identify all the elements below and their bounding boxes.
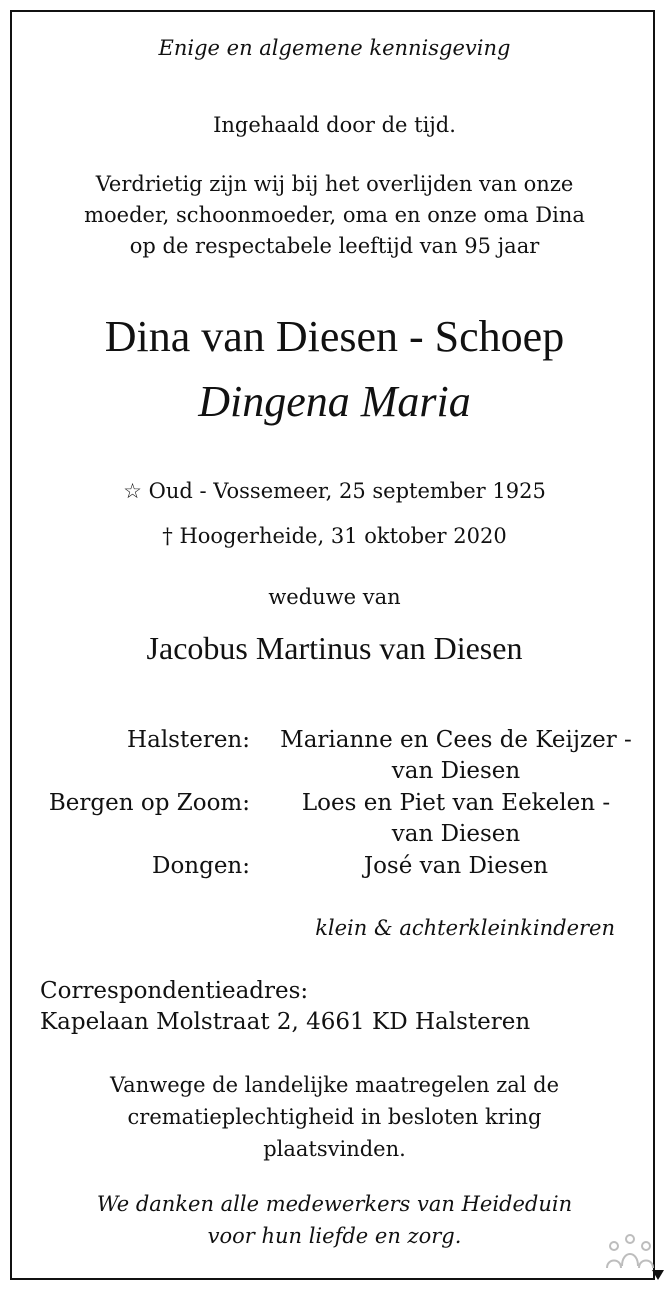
motto: Ingehaald door de tijd.: [213, 113, 456, 137]
family-member: José van Diesen: [363, 853, 549, 879]
family-member: Marianne en Cees de Keijzer -: [280, 727, 632, 753]
family-member: van Diesen: [391, 758, 521, 784]
notice-line-2: crematieplechtigheid in besloten kring: [127, 1105, 542, 1129]
deceased-given-names: Dingena Maria: [198, 377, 471, 426]
family-member: Loes en Piet van Eekelen -: [301, 790, 611, 816]
correspondence-label: Correspondentieadres:: [40, 978, 309, 1004]
widow-of-label: weduwe van: [268, 585, 401, 609]
birth-line: ☆ Oud - Vossemeer, 25 september 1925: [123, 479, 546, 503]
death-line: † Hoogerheide, 31 oktober 2020: [162, 524, 507, 548]
intro-line-2: moeder, schoonmoeder, oma en onze oma Dina: [84, 203, 585, 227]
notice-line-3: plaatsvinden.: [263, 1137, 406, 1161]
thanks-line-2: voor hun liefde en zorg.: [207, 1224, 462, 1248]
family-place: Bergen op Zoom:: [48, 790, 250, 816]
family-place: Dongen:: [152, 853, 250, 879]
family-member: van Diesen: [391, 821, 521, 847]
family-place: Halsteren:: [127, 727, 250, 753]
spouse-name: Jacobus Martinus van Diesen: [146, 630, 523, 666]
deceased-name: Dina van Diesen - Schoep: [104, 312, 565, 361]
thanks-line-1: We danken alle medewerkers van Heideduin: [96, 1192, 573, 1216]
notice-line-1: Vanwege de landelijke maatregelen zal de: [109, 1073, 560, 1097]
people-group-logo-icon: [604, 1232, 656, 1272]
grandchildren-line: klein & achterkleinkinderen: [315, 916, 615, 940]
intro-line-1: Verdrietig zijn wij bij het overlijden van onze: [95, 172, 574, 196]
intro-line-3: op de respectabele leeftijd van 95 jaar: [129, 234, 540, 258]
triangle-down-icon[interactable]: [652, 1270, 664, 1280]
correspondence-address: Kapelaan Molstraat 2, 4661 KD Halsteren: [40, 1009, 531, 1035]
announcement-header: Enige en algemene kennisgeving: [158, 36, 511, 60]
